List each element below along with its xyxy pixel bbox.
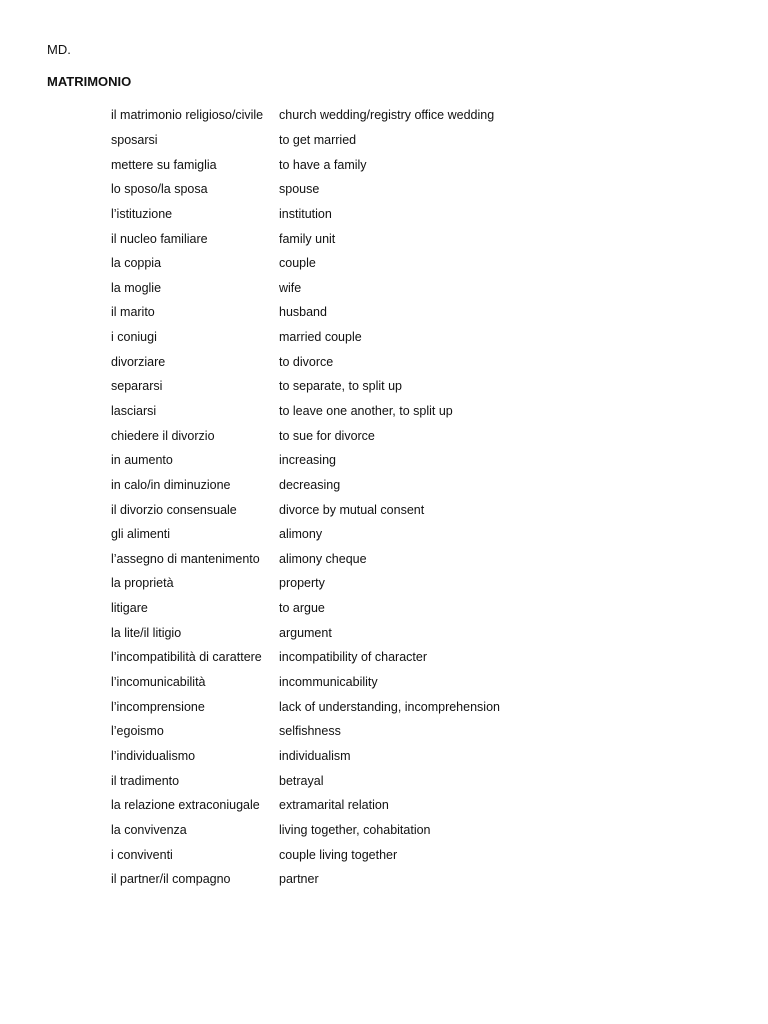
vocabulary-row	[111, 325, 711, 350]
english-translation: institution	[279, 206, 332, 221]
vocabulary-row	[111, 473, 711, 498]
italian-term: il partner/il compagno	[111, 872, 231, 887]
english-translation: couple	[279, 256, 316, 271]
vocabulary-row	[111, 547, 711, 572]
vocabulary-row	[111, 226, 711, 251]
italian-term: il matrimonio religioso/civile	[111, 108, 264, 123]
english-translation: married couple	[279, 330, 362, 345]
vocabulary-row	[111, 744, 711, 769]
vocabulary-row	[111, 202, 711, 227]
italian-term: separarsi	[111, 379, 163, 394]
italian-term: il tradimento	[111, 773, 180, 788]
italian-term: il divorzio consensuale	[111, 502, 237, 517]
italian-term: l’istituzione	[111, 206, 173, 221]
italian-term: la lite/il litigio	[111, 625, 182, 640]
italian-term: litigare	[111, 601, 148, 616]
italian-term: il marito	[111, 305, 155, 320]
vocabulary-row	[111, 818, 711, 843]
english-translation: incompatibility of character	[279, 650, 427, 665]
vocabulary-row	[111, 645, 711, 670]
english-translation: argument	[279, 625, 332, 640]
italian-term: in aumento	[111, 453, 173, 468]
vocabulary-row	[111, 522, 711, 547]
vocabulary-row	[111, 275, 711, 300]
vocabulary-row	[111, 152, 711, 177]
vocabulary-row	[111, 596, 711, 621]
vocabulary-row	[111, 177, 711, 202]
english-translation: living together, cohabitation	[279, 822, 431, 837]
english-translation: to get married	[279, 132, 357, 147]
vocabulary-row	[111, 128, 711, 153]
vocabulary-row	[111, 793, 711, 818]
italian-term: i coniugi	[111, 330, 157, 345]
english-translation: to leave one another, to split up	[279, 404, 453, 418]
vocabulary-row	[111, 423, 711, 448]
english-translation: to sue for divorce	[279, 428, 375, 443]
english-translation: incommunicability	[279, 675, 378, 690]
italian-term: lo sposo/la sposa	[111, 182, 208, 197]
english-translation: couple living together	[279, 847, 398, 862]
italian-term: lasciarsi	[111, 404, 157, 418]
english-translation: betrayal	[279, 773, 324, 788]
english-translation: alimony cheque	[279, 551, 367, 566]
italian-term: l’incomprensione	[111, 699, 205, 714]
vocabulary-row	[111, 768, 711, 793]
english-translation: to argue	[279, 601, 325, 616]
english-translation: selfishness	[279, 724, 341, 739]
english-translation: property	[279, 576, 325, 591]
italian-term: chiedere il divorzio	[111, 428, 215, 443]
italian-term: l’incompatibilità di carattere	[111, 650, 262, 665]
english-translation: divorce by mutual consent	[279, 502, 425, 517]
vocabulary-row	[111, 103, 711, 128]
english-translation: to divorce	[279, 354, 334, 369]
english-translation: extramarital relation	[279, 798, 389, 813]
vocabulary-row	[111, 719, 711, 744]
vocabulary-row	[111, 620, 711, 645]
italian-term: la coppia	[111, 256, 162, 271]
italian-term: divorziare	[111, 354, 166, 369]
vocabulary-row	[111, 670, 711, 695]
italian-term: la proprietà	[111, 576, 174, 591]
italian-term: la relazione extraconiugale	[111, 798, 260, 813]
english-translation: decreasing	[279, 477, 341, 492]
italian-term: il nucleo familiare	[111, 231, 208, 246]
vocabulary-row	[111, 374, 711, 399]
vocabulary-row	[111, 842, 711, 867]
italian-term: in calo/in diminuzione	[111, 477, 231, 492]
italian-term: i conviventi	[111, 847, 173, 862]
vocabulary-row	[111, 571, 711, 596]
italian-term: l’incomunicabilità	[111, 675, 206, 690]
vocabulary-row	[111, 867, 711, 892]
english-translation: to have a family	[279, 157, 367, 172]
italian-term: gli alimenti	[111, 527, 171, 542]
english-translation: to separate, to split up	[279, 379, 402, 394]
vocabulary-row	[111, 448, 711, 473]
vocabulary-row	[111, 694, 711, 719]
english-translation: individualism	[279, 748, 351, 763]
english-translation: spouse	[279, 182, 320, 197]
italian-term: l’egoismo	[111, 724, 164, 739]
vocabulary-list	[111, 103, 711, 892]
english-translation: husband	[279, 305, 327, 320]
italian-term: mettere su famiglia	[111, 157, 217, 172]
italian-term: l’individualismo	[111, 748, 196, 763]
english-translation: church wedding/registry office wedding	[279, 108, 495, 123]
english-translation: wife	[279, 280, 302, 295]
vocabulary-row	[111, 251, 711, 276]
vocabulary-row	[111, 349, 711, 374]
vocabulary-row	[111, 399, 711, 424]
italian-term: la moglie	[111, 280, 162, 295]
english-translation: partner	[279, 872, 319, 887]
italian-term: la convivenza	[111, 822, 187, 837]
english-translation: alimony	[279, 527, 323, 542]
italian-term: sposarsi	[111, 132, 158, 147]
vocabulary-row	[111, 300, 711, 325]
english-translation: increasing	[279, 453, 336, 468]
vocabulary-row	[111, 497, 711, 522]
english-translation: lack of understanding, incomprehension	[279, 699, 500, 714]
author-initials: MD.	[47, 42, 71, 57]
english-translation: family unit	[279, 231, 336, 246]
page-title: MATRIMONIO	[47, 74, 132, 89]
italian-term: l’assegno di mantenimento	[111, 551, 260, 566]
